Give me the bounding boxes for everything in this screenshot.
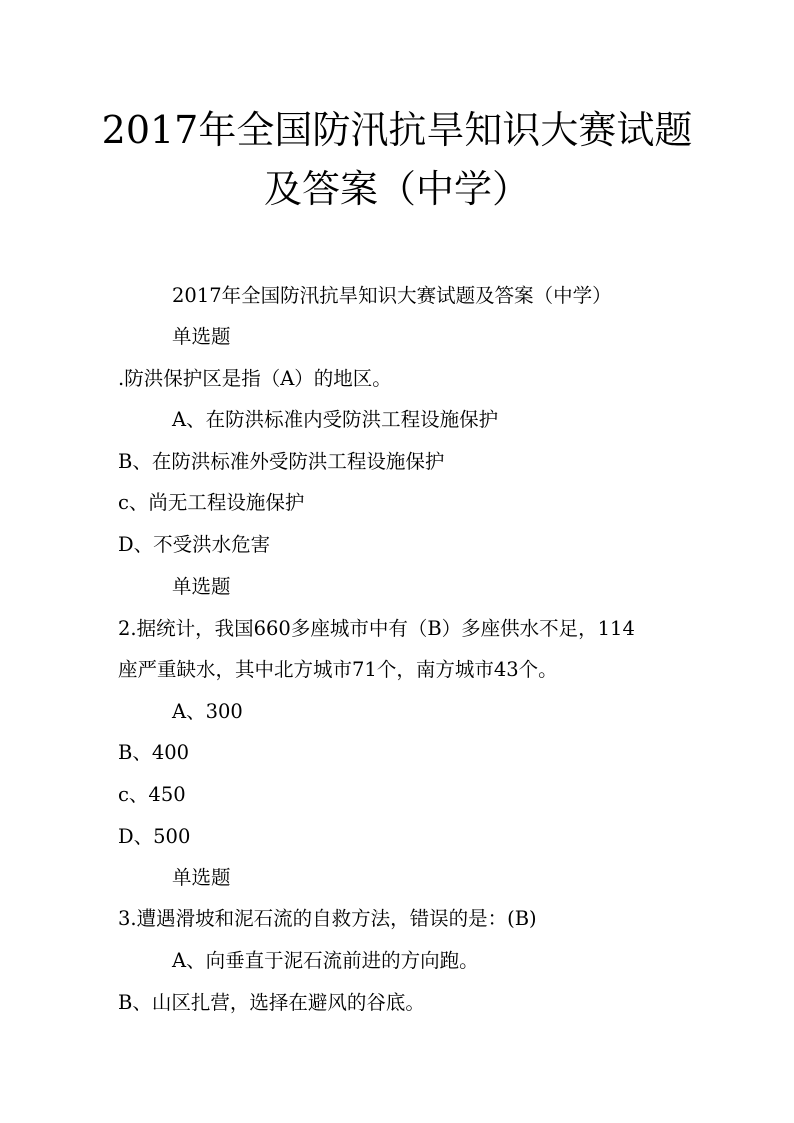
question-2-type: 单选题 <box>172 575 231 598</box>
question-1-option-c: c、尚无工程设施保护 <box>118 491 305 514</box>
question-2-text-line-2: 座严重缺水，其中北方城市71个，南方城市43个。 <box>118 658 558 681</box>
question-3-text: 3.遭遇滑坡和泥石流的自救方法，错误的是：(B) <box>118 907 537 930</box>
question-1-option-b: B、在防洪标准外受防洪工程设施保护 <box>118 450 445 473</box>
question-3-option-b: B、山区扎营，选择在避风的谷底。 <box>118 991 425 1014</box>
question-3-type: 单选题 <box>172 866 231 889</box>
question-2-option-c: c、450 <box>118 783 186 806</box>
document-title-line-2: 及答案（中学） <box>263 167 530 211</box>
question-1-text: .防洪保护区是指（A）的地区。 <box>118 367 392 390</box>
question-2-option-b: B、400 <box>118 741 190 764</box>
subtitle: 2017年全国防汛抗旱知识大赛试题及答案（中学） <box>172 284 612 307</box>
question-2-option-a: A、300 <box>172 700 243 723</box>
question-1-type: 单选题 <box>172 325 231 348</box>
question-2-option-d: D、500 <box>118 825 191 848</box>
question-2-text-line-1: 2.据统计，我国660多座城市中有（B）多座供水不足，114 <box>118 617 635 640</box>
question-1-option-d: D、不受洪水危害 <box>118 533 271 556</box>
question-1-option-a: A、在防洪标准内受防洪工程设施保护 <box>172 408 499 431</box>
question-3-option-a: A、向垂直于泥石流前进的方向跑。 <box>172 949 479 972</box>
document-title-line-1: 2017年全国防汛抗旱知识大赛试题 <box>101 108 693 152</box>
